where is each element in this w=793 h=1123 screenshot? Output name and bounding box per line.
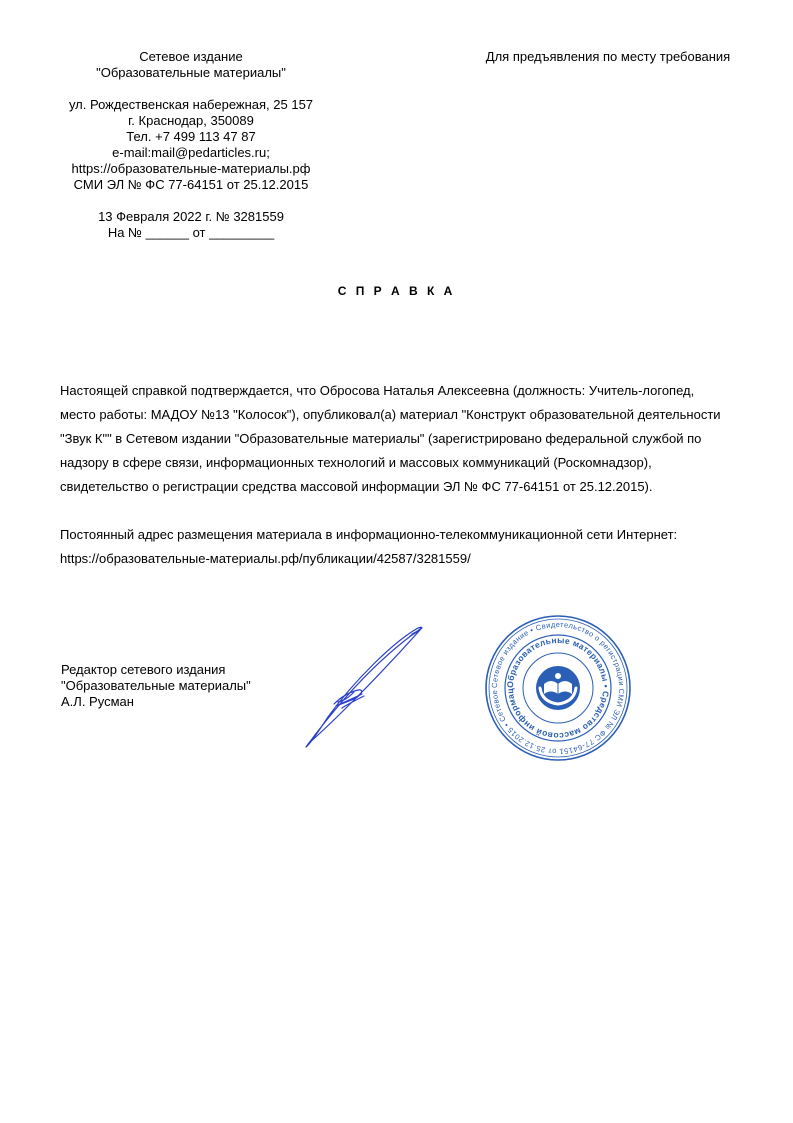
registration-line: СМИ ЭЛ № ФС 77-64151 от 25.12.2015 xyxy=(73,177,309,192)
body-line: место работы: МАДОУ №13 "Колосок"), опубликовал(а) материал "Конструкт образовательной деятельности xyxy=(60,407,721,422)
body-line: Настоящей справкой подтверждается, что Обросова Наталья Алексеевна (должность: Учитель-логопед, xyxy=(60,383,695,398)
website-line: https://образовательные-материалы.рф xyxy=(71,161,311,176)
publisher-line: "Образовательные материалы" xyxy=(96,65,286,80)
address-line: ул. Рождественская набережная, 25 157 xyxy=(68,97,314,112)
handwritten-signature xyxy=(298,622,428,757)
seal-inner-text: Образовательные материалы • Средство массовой информац xyxy=(504,634,612,742)
letterhead-block xyxy=(40,49,342,241)
official-seal xyxy=(484,614,632,767)
editor-publication: "Образовательные материалы" xyxy=(61,678,251,693)
body-line: Постоянный адрес размещения материала в информационно-телекоммуникационной сети Интернет: xyxy=(60,527,678,542)
body-line: надзору в сфере связи, информационных технологий и массовых коммуникаций (Роскомнадзор), xyxy=(60,455,652,470)
open-book-hands-icon xyxy=(536,666,580,710)
document-date-number: 13 Февраля 2022 г. № 3281559 xyxy=(98,209,284,224)
email-line: e-mail:mail@pedarticles.ru; xyxy=(112,145,270,160)
seal-outer-text: Сетевое издание • Свидетельство о регистрации СМИ ЭЛ № ФС 77-64151 от 25.12.2015 • Сетевое xyxy=(489,619,627,757)
body-line: свидетельство о регистрации средства массовой информации ЭЛ № ФС 77-64151 от 25.12.2015). xyxy=(60,479,653,494)
document-title: С П Р А В К А xyxy=(337,284,456,298)
editor-name: А.Л. Русман xyxy=(61,694,134,709)
certificate-body xyxy=(60,379,750,571)
city-line: г. Краснодар, 350089 xyxy=(128,113,254,128)
destination-note: Для предъявления по месту требования xyxy=(485,49,731,64)
phone-line: Тел. +7 499 113 47 87 xyxy=(126,129,256,144)
body-line: "Звук К"" в Сетевом издании "Образовательные материалы" (зарегистрировано федеральной службой по xyxy=(60,431,702,446)
publisher-line: Сетевое издание xyxy=(139,49,243,64)
publication-url: https://образовательные-материалы.рф/публикации/42587/3281559/ xyxy=(60,551,471,566)
editor-signature-block xyxy=(61,662,251,710)
reference-number-line: На № ______ от _________ xyxy=(107,225,275,240)
editor-title: Редактор сетевого издания xyxy=(61,662,226,677)
